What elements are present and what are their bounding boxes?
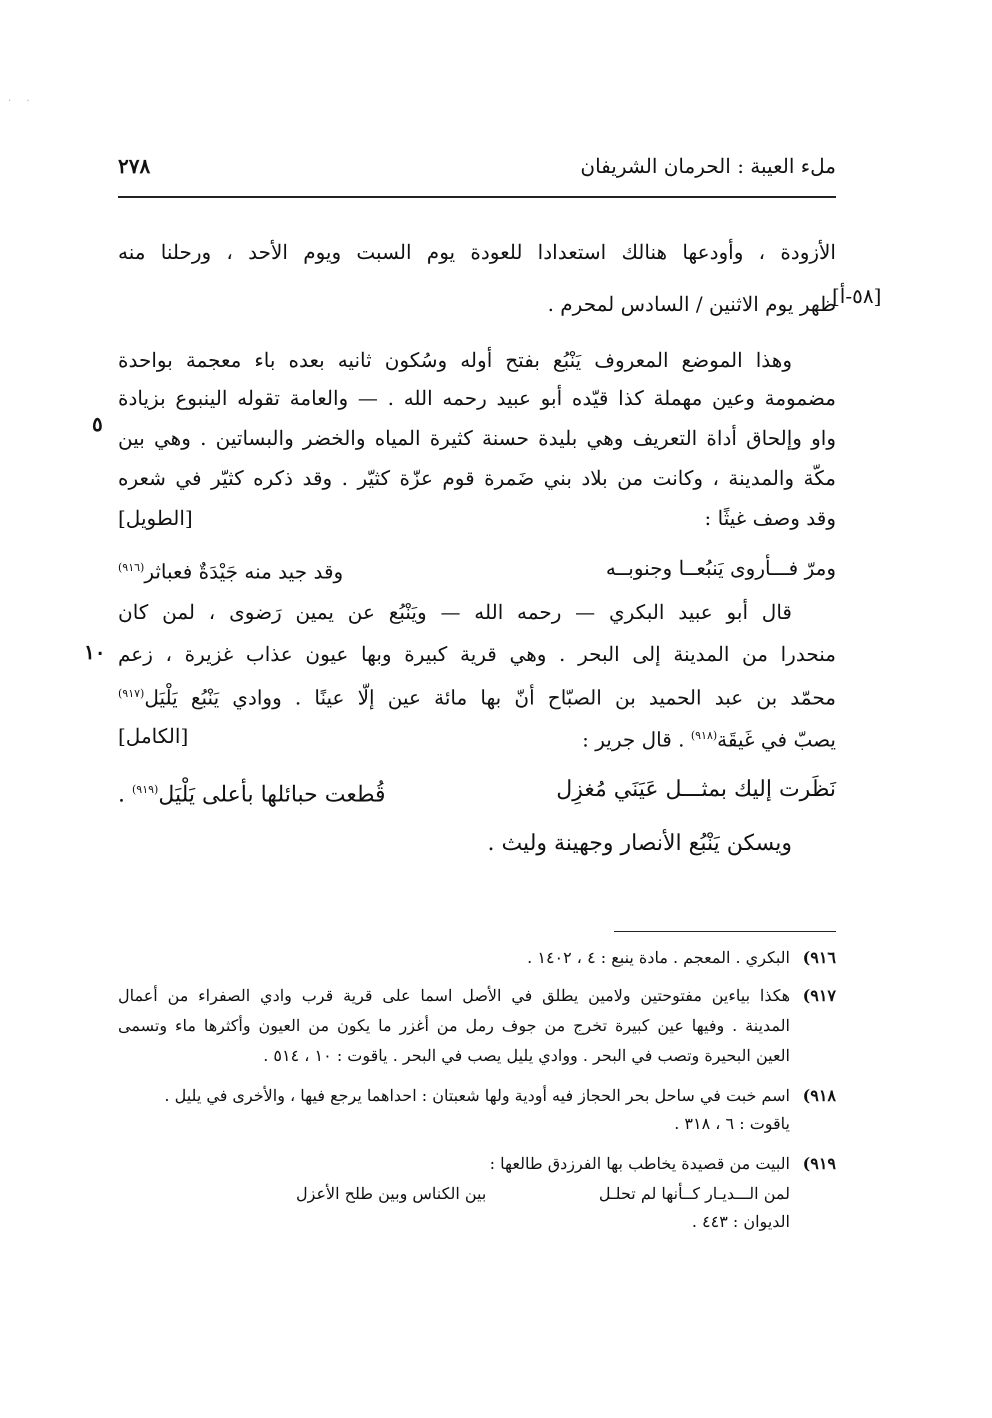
hemistich-text: وقد جيد منه جَيْدَةٌ فعباثر	[144, 559, 344, 584]
text-line	[416, 716, 836, 756]
footnote-919-verse	[118, 1180, 836, 1208]
line-text: يصبّ في غَيقَة	[717, 727, 836, 752]
footnote-917-cont	[118, 1012, 836, 1040]
text-line: منحدرا من المدينة إلى البحر . وهي قرية كبيرة وبها عيون عذاب غزيرة ، زعم	[118, 642, 836, 666]
verse-first-hemistich: ومرّ فـــأروى يَنبُعــا وجنوبــه	[605, 556, 836, 580]
meter-label: [الطويل]	[118, 506, 193, 530]
text-line: مضمومة وعين مهملة كذا قيّده أبو عبيد رحمه الله . — والعامة تقوله الينبوع بزيادة	[118, 386, 836, 410]
text-line: قال أبو عبيد البكري — رحمه الله — ويَنْبُع عن يمين رَضوى ، لمن كان	[118, 600, 792, 624]
verse-first-hemistich: نَظَرت إليك بمثـــل عَيَنَي مُغزِل	[556, 777, 836, 802]
footnote-919-source	[118, 1208, 836, 1236]
footnote-number: ٩١٩)	[802, 1154, 836, 1173]
footnote-text: المدينة . وفيها عين كبيرة تخرج من جوف رمل من أغزر ما يكون من العيون وأكثرها ماء وتسمى	[118, 1016, 790, 1035]
page-number: ٢٧٨	[118, 154, 151, 178]
text-line: وهذا الموضع المعروف يَنْبُع بفتح أوله وسُكون ثانيه بعده باء معجمة بواحدة	[118, 348, 792, 372]
scan-specks: · ·	[8, 96, 36, 107]
line-number-5: ٥	[92, 412, 103, 436]
footnote-rule	[614, 931, 836, 932]
line-number-10: ١٠	[84, 640, 106, 664]
text-line: واو وإلحاق أداة التعريف وهي بليدة حسنة كثيرة المياه والخضر والبساتين . وهي بين	[118, 426, 836, 450]
footnote-text: الديوان : ٤٤٣ .	[691, 1212, 790, 1231]
running-header	[118, 152, 836, 192]
footnote-text: العين البحيرة وتصب في البحر . ووادي يليل يصب في البحر . ياقوت : ١٠ ، ٥١٤ .	[263, 1046, 790, 1065]
footnote-917-cont	[118, 1042, 836, 1070]
footnote-ref: (٩١٧)	[118, 687, 145, 700]
footnote-918	[118, 1082, 836, 1110]
footnote-919	[118, 1150, 836, 1178]
line-text: محمّد بن عبد الحميد بن الصبّاح أنّ بها مائة عين إلّا عينًا . ووادي يَنْبُع يَلْيَل	[144, 685, 836, 710]
footnote-918-cont	[118, 1110, 836, 1138]
footnote-ref: (٩١٨)	[690, 729, 718, 742]
footnote-text: البكري . المعجم . مادة ينبع : ٤ ، ١٤٠٢ .	[527, 948, 790, 967]
text-line	[118, 674, 836, 714]
footnote-verse-first-hemistich: لمن الـــديـار كــأنها لم تحلـل	[598, 1184, 790, 1203]
verse-line	[118, 770, 836, 810]
manuscript-folio-ref: [٥٨-أ]	[832, 284, 882, 308]
footnote-ref: (٩١٦)	[118, 561, 145, 574]
footnote-text: هكذا بياءين مفتوحتين ولامين يطلق في الأصل اسما على قرية قرب وادي الصفراء من أعمال	[118, 986, 790, 1005]
text-line: مكّة والمدينة ، وكانت من بلاد بني ضَمرة قوم عزّة كثيّر . وقد ذكره كثيّر في شعره	[118, 466, 836, 490]
verse-line	[118, 548, 836, 588]
verse-second-hemistich	[118, 548, 343, 592]
line-text: . قال جرير :	[582, 727, 685, 752]
header-rule	[118, 196, 836, 198]
footnote-917	[118, 982, 836, 1010]
text-line: ظهر يوم الاثنين / السادس لمحرم .	[547, 292, 836, 316]
footnote-text: البيت من قصيدة يخاطب بها الفرزدق طالعها :	[489, 1154, 790, 1173]
text-line: وقد وصف غيثًا :	[704, 506, 836, 530]
text-line: الأزودة ، وأودعها هنالك استعدادا للعودة يوم السبت ويوم الأحد ، ورحلنا منه	[118, 240, 836, 264]
footnote-916	[118, 944, 836, 972]
verse-second-hemistich: قُطعت حبائلها بأعلى يَلْيَل$^{(٩١٩)}$ .	[118, 782, 386, 808]
footnote-number: ٩١٦)	[802, 948, 836, 967]
meter-label: [الكامل]	[118, 724, 189, 748]
footnote-text: ياقوت : ٦ ، ٣١٨ .	[674, 1114, 790, 1133]
hemistich-text: قُطعت حبائلها بأعلى يَلْيَل	[158, 782, 386, 808]
footnote-ref: (٩١٩)	[132, 783, 159, 796]
text-line: ويسكن يَنْبُع الأنصار وجهينة وليث .	[487, 831, 792, 856]
footnote-number: ٩١٧)	[802, 986, 836, 1005]
footnote-verse-second-hemistich: بين الكناس وبين طلح الأعزل	[296, 1184, 487, 1203]
header-title: ملء العيبة : الحرمان الشريفان	[580, 154, 836, 178]
footnote-text: اسم خبت في ساحل بحر الحجاز فيه أودية ولها شعبتان : احداهما يرجع فيها ، والأخرى في يليل .	[164, 1086, 790, 1105]
footnote-number: ٩١٨)	[802, 1086, 836, 1105]
